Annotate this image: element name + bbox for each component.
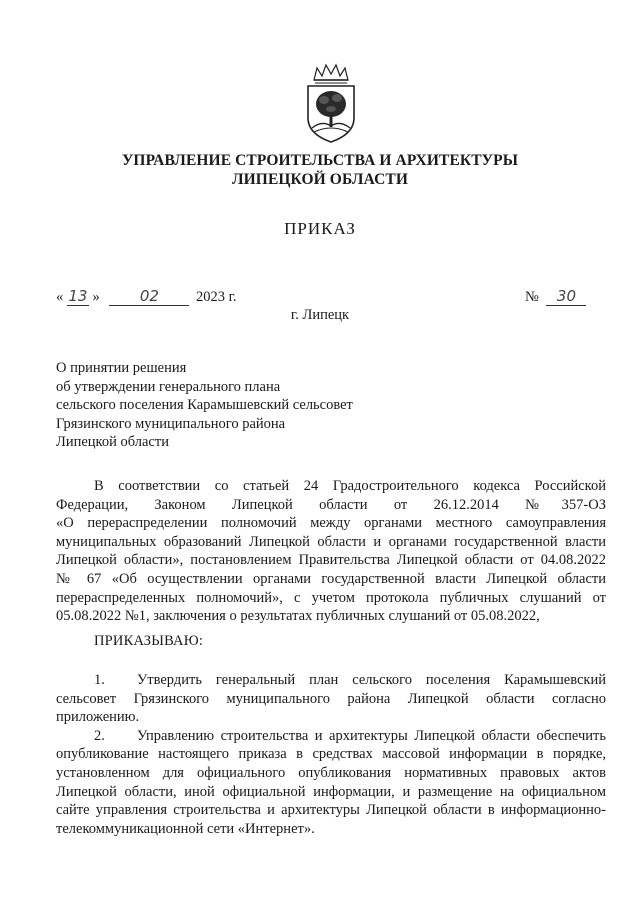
- order-number: [525, 287, 586, 306]
- item-number: 2.: [94, 727, 105, 744]
- preamble-line: Федерации, Законом Липецкой области от 26.12.2014 №357-ОЗ: [56, 496, 606, 513]
- item-number: 1.: [94, 672, 105, 688]
- order-subject: [56, 359, 353, 452]
- item-text: Утвердить генеральный план сельского поселения Карамышевский сельсовет Грязинского муниципального района Липецкой области согласно приложению.: [56, 672, 606, 726]
- order-items: [56, 671, 606, 838]
- preamble-line: перераспределенных полномочий», с учетом протокола публичных слушаний от: [56, 589, 606, 606]
- doc-title: ПРИКАЗ: [284, 219, 356, 238]
- org-name-line-2: ЛИПЕЦКОЙ ОБЛАСТИ: [232, 171, 408, 188]
- date-month: 02: [109, 287, 189, 306]
- number-label: №: [525, 289, 539, 305]
- subject-line: об утверждении генерального плана: [56, 378, 281, 395]
- subject-line: О принятии решения: [56, 360, 187, 376]
- preamble-line: № 67 «Об осуществлении органами государственной власти Липецкой области: [56, 570, 606, 587]
- order-date: [56, 287, 237, 306]
- org-name-line-1: УПРАВЛЕНИЕ СТРОИТЕЛЬСТВА И АРХИТЕКТУРЫ: [121, 152, 519, 169]
- preamble-line: «О перераспределении полномочий между органами местного самоуправления: [56, 515, 606, 532]
- date-open-quote: «: [56, 289, 64, 305]
- city: г. Липецк: [290, 307, 350, 323]
- order-item: [56, 671, 606, 727]
- subject-line: Липецкой области: [56, 434, 169, 451]
- date-day: 13: [68, 287, 88, 305]
- number-value: 30: [546, 287, 586, 306]
- subject-line: сельского поселения Карамышевский сельсовет: [56, 397, 353, 414]
- preamble-line: Липецкой области», постановлением Правительства Липецкой области от 04.08.2022: [56, 552, 606, 569]
- order-item: [56, 727, 606, 839]
- date-close-quote: »: [92, 289, 100, 305]
- order-decree-word: ПРИКАЗЫВАЮ:: [94, 633, 204, 649]
- item-text: Управлению строительства и архитектуры Липецкой области обеспечить опубликование настоящего приказа в средствах массовой информации в порядке, установленном для официального опубликования нормативных правовых актов Липецкой области, иной официальной информации, и размещение на официальном сайте управления строительства и архитектуры Липецкой области в информационно-телекоммуникационной сети «Интернет».: [56, 727, 606, 837]
- preamble-paragraph: [56, 477, 606, 626]
- preamble-line: В соответствии со статьей 24 Градостроительного кодекса Российской: [94, 478, 606, 494]
- preamble-line: 05.08.2022 №1, заключения о результатах публичных слушаний от 05.08.2022,: [56, 608, 540, 625]
- preamble-line: муниципальных образований Липецкой области и органами государственной власти: [56, 533, 606, 550]
- subject-line: Грязинского муниципального района: [56, 415, 286, 432]
- coat-of-arms-icon: [300, 62, 362, 144]
- date-year: 2023 г.: [196, 289, 237, 305]
